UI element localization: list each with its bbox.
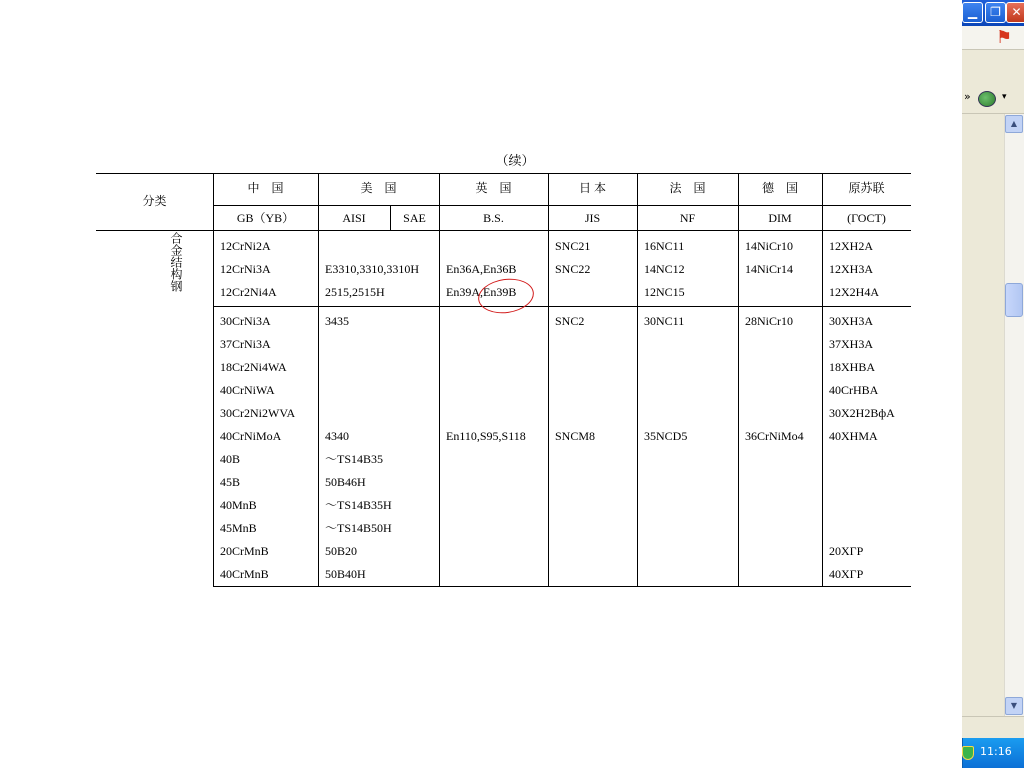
table-cell-aisi: ～TS14B50H: [325, 521, 392, 535]
country-ussr: 原苏联: [848, 181, 885, 195]
table-cell-gost: 20XГP: [829, 544, 864, 558]
col-rule-fr: [637, 173, 638, 587]
table-cell-jis: SNCM8: [555, 429, 596, 443]
table-cell-gb: 30Cr2Ni2WVA: [220, 406, 296, 420]
table-cell-aisi: ～TS14B35: [325, 452, 384, 466]
security-shield-icon[interactable]: [962, 746, 974, 760]
minimize-button[interactable]: ▁: [962, 2, 983, 23]
country-china: 中 国: [247, 181, 284, 195]
table-cell-gb: 12Cr2Ni4A: [220, 285, 277, 299]
table-cell-gost: 37XH3A: [829, 337, 873, 351]
table-cell-gb: 45B: [220, 475, 241, 489]
header-bottom-rule: [96, 230, 911, 231]
toolbar-chevron-button[interactable]: »: [964, 90, 971, 103]
scroll-up-button[interactable]: ▲: [1005, 115, 1023, 133]
country-usa: 美 国: [360, 181, 397, 195]
table-cell-dim: 14NiCr10: [745, 239, 793, 253]
table-cell-gost: 40CrHBA: [829, 383, 879, 397]
table-cell-aisi: 2515,2515H: [325, 285, 385, 299]
col-rule-ru: [822, 173, 823, 587]
table-cell-gb: 40CrNiWA: [220, 383, 275, 397]
table-cell-aisi: 50B20: [325, 544, 358, 558]
table-cell-dim: 28NiCr10: [745, 314, 793, 328]
table-cell-nf: 35NCD5: [644, 429, 688, 443]
table-cell-gost: 12X2H4A: [829, 285, 879, 299]
table-cell-aisi: 3435: [325, 314, 349, 328]
table-cell-gost: 40XГP: [829, 567, 864, 581]
table-cell-gb: 45MnB: [220, 521, 257, 535]
red-ink-circle-annotation: [476, 275, 536, 316]
scroll-down-button[interactable]: ▼: [1005, 697, 1023, 715]
col-rule-us: [318, 173, 319, 587]
vertical-scrollbar[interactable]: [1004, 114, 1024, 716]
col-rule-gb: [213, 173, 214, 587]
table-cell-dim: 36CrNiMo4: [745, 429, 804, 443]
tray-clock: 11:16: [980, 745, 1012, 758]
table-cell-nf: 12NC15: [644, 285, 685, 299]
country-france: 法 国: [669, 181, 706, 195]
table-cell-gost: 40XHMA: [829, 429, 878, 443]
window-chrome: [962, 0, 1024, 768]
table-cell-gb: 30CrNi3A: [220, 314, 271, 328]
table-cell-aisi: ～TS14B35H: [325, 498, 392, 512]
table-cell-dim: 14NiCr14: [745, 262, 793, 276]
status-bar: [962, 716, 1024, 738]
standard-dim: DIM: [768, 211, 792, 225]
table-cell-bs: En39A,En39B: [446, 285, 517, 299]
continued-label: （续）: [495, 153, 535, 168]
standard-sae: SAE: [403, 211, 426, 225]
table-cell-gost: 12XH3A: [829, 262, 873, 276]
standard-jis: JIS: [584, 211, 601, 225]
table-cell-gb: 40B: [220, 452, 241, 466]
table-cell-bs: En110,S95,S118: [446, 429, 526, 443]
table-cell-nf: 16NC11: [644, 239, 685, 253]
table-cell-aisi: 50B46H: [325, 475, 366, 489]
table-cell-gb: 12CrNi3A: [220, 262, 271, 276]
table-cell-gb: 20CrMnB: [220, 544, 269, 558]
tools-globe-icon[interactable]: [978, 91, 996, 107]
standard-nf: NF: [679, 211, 696, 225]
table-cell-gb: 18Cr2Ni4WA: [220, 360, 287, 374]
table-cell-aisi: 50B40H: [325, 567, 366, 581]
standard-aisi: AISI: [342, 211, 366, 225]
category-header: 分类: [142, 194, 167, 208]
table-cell-jis: SNC22: [555, 262, 591, 276]
table-cell-gb: 40MnB: [220, 498, 257, 512]
table-top-rule: [96, 173, 911, 174]
country-uk: 英 国: [475, 181, 512, 195]
table-cell-aisi: 4340: [325, 429, 349, 443]
table-cell-gost: 30XH3A: [829, 314, 873, 328]
standard-bs: B.S.: [483, 211, 504, 225]
table-cell-gb: 40CrMnB: [220, 567, 269, 581]
table-cell-aisi: E3310,3310,3310H: [325, 262, 419, 276]
windows-flag-icon: ⚑: [996, 27, 1013, 48]
table-cell-gost: 18XHBA: [829, 360, 876, 374]
table-cell-gost: 12XH2A: [829, 239, 873, 253]
scroll-thumb[interactable]: [1005, 283, 1023, 317]
standard-gb: GB（YB）: [236, 211, 295, 225]
table-cell-gb: 12CrNi2A: [220, 239, 271, 253]
table-cell-nf: 30NC11: [644, 314, 685, 328]
table-cell-jis: SNC21: [555, 239, 591, 253]
standard-gost: (ГОСТ): [847, 211, 886, 225]
col-rule-jp: [548, 173, 549, 587]
table-cell-nf: 14NC12: [644, 262, 685, 276]
category-value: 合金结构钢: [169, 232, 183, 292]
tools-dropdown-arrow[interactable]: ▾: [1002, 92, 1007, 102]
close-button[interactable]: ✕: [1006, 2, 1024, 23]
country-germany: 德 国: [761, 181, 798, 195]
table-cell-gb: 37CrNi3A: [220, 337, 271, 351]
table-cell-gb: 40CrNiMoA: [220, 429, 282, 443]
table-cell-bs: En36A,En36B: [446, 262, 517, 276]
country-japan: 日 本: [578, 181, 606, 195]
table-cell-jis: SNC2: [555, 314, 585, 328]
restore-button[interactable]: ❐: [985, 2, 1006, 23]
table-cell-gost: 30X2H2BфA: [829, 406, 895, 420]
col-rule-de: [738, 173, 739, 587]
col-rule-uk: [439, 173, 440, 587]
